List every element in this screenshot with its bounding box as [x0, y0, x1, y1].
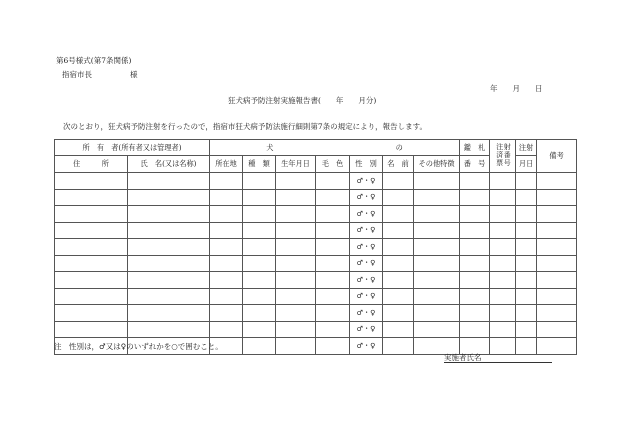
addressee-suffix: 様 [130, 70, 138, 79]
sex-cell[interactable]: ♂・♀ [350, 206, 383, 223]
table-cell[interactable] [243, 288, 276, 305]
report-title: 狂犬病予防注射実施報告書( 年 月分) [228, 96, 377, 105]
table-cell[interactable] [414, 272, 460, 289]
table-cell[interactable] [414, 338, 460, 355]
table-cell[interactable] [383, 206, 414, 223]
injection-date-subheader: 月日 [516, 156, 537, 173]
table-cell[interactable] [414, 321, 460, 338]
table-cell[interactable] [210, 189, 243, 206]
table-cell[interactable] [276, 173, 316, 190]
table-cell[interactable] [210, 321, 243, 338]
table-row [55, 173, 577, 190]
table-cell[interactable] [243, 321, 276, 338]
intro-text: 次のとおり，狂犬病予防注射を行ったので，指宿市狂犬病予防法施行細則第7条の規定により，報告します。 [63, 122, 428, 131]
table-cell[interactable] [243, 173, 276, 190]
sex-cell[interactable]: ♂・♀ [350, 239, 383, 256]
table-cell[interactable] [55, 321, 128, 338]
table-cell[interactable] [516, 239, 537, 256]
table-cell[interactable] [276, 222, 316, 239]
table-cell[interactable] [460, 206, 490, 223]
table-cell[interactable] [55, 255, 128, 272]
table-cell[interactable] [316, 288, 350, 305]
table-cell[interactable] [490, 338, 516, 355]
table-cell[interactable] [490, 305, 516, 322]
table-cell[interactable] [276, 255, 316, 272]
table-cell[interactable] [537, 239, 577, 256]
table-cell[interactable] [128, 239, 210, 256]
table-row [55, 272, 577, 289]
table-cell[interactable] [490, 222, 516, 239]
form-number: 第6号様式(第7条関係) [56, 56, 132, 65]
table-cell[interactable] [55, 173, 128, 190]
table-cell[interactable] [128, 272, 210, 289]
table-cell[interactable] [243, 206, 276, 223]
table-cell[interactable] [210, 173, 243, 190]
table-cell[interactable] [243, 305, 276, 322]
injection-tag-sublabel: 射番号 [503, 143, 512, 167]
table-cell[interactable] [210, 255, 243, 272]
table-cell[interactable] [243, 222, 276, 239]
table-cell[interactable] [276, 321, 316, 338]
table-cell[interactable] [537, 255, 577, 272]
table-cell[interactable] [537, 338, 577, 355]
table-cell[interactable] [537, 272, 577, 289]
table-cell[interactable] [460, 288, 490, 305]
table-cell[interactable] [55, 206, 128, 223]
sex-cell[interactable]: ♂・♀ [350, 338, 383, 355]
table-cell[interactable] [243, 189, 276, 206]
col-address: 住 所 [55, 156, 128, 173]
table-cell[interactable] [414, 255, 460, 272]
table-cell[interactable] [128, 206, 210, 223]
table-cell[interactable] [383, 338, 414, 355]
table-cell[interactable] [383, 189, 414, 206]
table-cell[interactable] [537, 206, 577, 223]
table-cell[interactable] [516, 255, 537, 272]
sex-cell[interactable]: ♂・♀ [350, 321, 383, 338]
table-cell[interactable] [383, 255, 414, 272]
table-cell[interactable] [55, 239, 128, 256]
signature-label: 実施者氏名 [444, 353, 482, 362]
table-cell[interactable] [414, 206, 460, 223]
table-cell[interactable] [128, 288, 210, 305]
table-cell[interactable] [460, 338, 490, 355]
table-cell[interactable] [414, 239, 460, 256]
col-sex: 性 別 [350, 156, 383, 173]
table-cell[interactable] [537, 222, 577, 239]
table-cell[interactable] [55, 222, 128, 239]
table-cell[interactable] [316, 272, 350, 289]
table-cell[interactable] [316, 255, 350, 272]
table-cell[interactable] [537, 173, 577, 190]
sex-cell[interactable]: ♂・♀ [350, 272, 383, 289]
table-cell[interactable] [537, 189, 577, 206]
table-cell[interactable] [276, 239, 316, 256]
table-row [55, 239, 577, 256]
table-cell[interactable] [516, 222, 537, 239]
table-cell[interactable] [276, 189, 316, 206]
table-cell[interactable] [460, 239, 490, 256]
table-cell[interactable] [210, 222, 243, 239]
report-table [54, 139, 577, 355]
col-name: 氏 名(又は名称) [128, 156, 210, 173]
table-cell[interactable] [316, 338, 350, 355]
table-cell[interactable] [516, 173, 537, 190]
table-cell[interactable] [414, 288, 460, 305]
table-cell[interactable] [414, 189, 460, 206]
table-cell[interactable] [516, 206, 537, 223]
table-cell[interactable] [210, 305, 243, 322]
owner-group-header: 所 有 者(所有者又は管理者) [55, 140, 210, 156]
table-cell[interactable] [490, 173, 516, 190]
table-cell[interactable] [243, 239, 276, 256]
table-row [55, 206, 577, 223]
table-cell[interactable] [128, 189, 210, 206]
table-cell[interactable] [383, 272, 414, 289]
table-cell[interactable] [210, 239, 243, 256]
table-cell[interactable] [516, 338, 537, 355]
table-cell[interactable] [490, 206, 516, 223]
table-cell[interactable] [316, 206, 350, 223]
table-cell[interactable] [316, 239, 350, 256]
table-cell[interactable] [316, 222, 350, 239]
table-row [55, 288, 577, 305]
col-color: 毛 色 [316, 156, 350, 173]
tag-header: 鑑 札 [460, 140, 490, 156]
table-cell[interactable] [516, 305, 537, 322]
table-cell[interactable] [276, 288, 316, 305]
injection-tag-header [490, 140, 516, 173]
table-row [55, 305, 577, 322]
table-cell[interactable] [414, 305, 460, 322]
table-row [55, 255, 577, 272]
table-cell[interactable] [516, 189, 537, 206]
table-cell[interactable] [316, 305, 350, 322]
table-cell[interactable] [243, 272, 276, 289]
sex-note: 注 性別は，♂又は♀のいずれかを○で囲むこと。 [54, 342, 223, 351]
table-cell[interactable] [128, 222, 210, 239]
table-cell[interactable] [490, 272, 516, 289]
table-cell[interactable] [243, 255, 276, 272]
table-cell[interactable] [128, 173, 210, 190]
sex-cell[interactable]: ♂・♀ [350, 288, 383, 305]
table-cell[interactable] [276, 305, 316, 322]
table-cell[interactable] [243, 338, 276, 355]
sex-cell[interactable]: ♂・♀ [350, 173, 383, 190]
table-cell[interactable] [490, 239, 516, 256]
table-cell[interactable] [316, 173, 350, 190]
table-cell[interactable] [55, 305, 128, 322]
injection-date-header: 注射 [516, 140, 537, 156]
table-cell[interactable] [460, 173, 490, 190]
table-cell[interactable] [276, 338, 316, 355]
table-cell[interactable] [537, 288, 577, 305]
col-breed: 種 類 [243, 156, 276, 173]
table-cell[interactable] [210, 288, 243, 305]
table-cell[interactable] [383, 173, 414, 190]
table-cell[interactable] [383, 239, 414, 256]
table-cell[interactable] [537, 321, 577, 338]
table-row [55, 189, 577, 206]
table-cell[interactable] [210, 206, 243, 223]
table-cell[interactable] [383, 288, 414, 305]
dog-group-header: 犬 の [210, 140, 460, 156]
table-cell[interactable] [460, 189, 490, 206]
signature-line[interactable] [444, 362, 552, 363]
table-cell[interactable] [55, 272, 128, 289]
table-cell[interactable] [490, 288, 516, 305]
sex-cell[interactable]: ♂・♀ [350, 305, 383, 322]
table-cell[interactable] [128, 255, 210, 272]
injection-tag-label: 注済票 [495, 143, 504, 167]
table-cell[interactable] [55, 288, 128, 305]
table-body [55, 173, 577, 355]
table-cell[interactable] [460, 272, 490, 289]
table-cell[interactable] [316, 189, 350, 206]
table-cell[interactable] [490, 255, 516, 272]
table-cell[interactable] [460, 321, 490, 338]
table-cell[interactable] [516, 288, 537, 305]
table-cell[interactable] [490, 189, 516, 206]
table-cell[interactable] [276, 206, 316, 223]
table-cell[interactable] [383, 222, 414, 239]
date-line: 年 月 日 [490, 84, 543, 93]
table-cell[interactable] [490, 321, 516, 338]
table-cell[interactable] [276, 272, 316, 289]
table-cell[interactable] [210, 272, 243, 289]
table-cell[interactable] [55, 189, 128, 206]
col-birthdate: 生年月日 [276, 156, 316, 173]
table-cell[interactable] [414, 173, 460, 190]
tag-number-subheader: 番 号 [460, 156, 490, 173]
table-row [55, 222, 577, 239]
table-cell[interactable] [516, 272, 537, 289]
col-features: その他特徴 [414, 156, 460, 173]
sex-cell[interactable]: ♂・♀ [350, 255, 383, 272]
addressee: 指宿市長 [62, 70, 92, 79]
sex-cell[interactable]: ♂・♀ [350, 222, 383, 239]
col-dog-name: 名 前 [383, 156, 414, 173]
table-cell[interactable] [516, 321, 537, 338]
sex-cell[interactable]: ♂・♀ [350, 189, 383, 206]
col-location: 所在地 [210, 156, 243, 173]
table-cell[interactable] [460, 222, 490, 239]
remarks-header: 備考 [537, 140, 577, 173]
table-cell[interactable] [460, 305, 490, 322]
table-cell[interactable] [128, 321, 210, 338]
table-cell[interactable] [128, 305, 210, 322]
table-cell[interactable] [383, 305, 414, 322]
table-row [55, 321, 577, 338]
table-cell[interactable] [383, 321, 414, 338]
table-cell[interactable] [537, 305, 577, 322]
table-cell[interactable] [414, 222, 460, 239]
table-cell[interactable] [316, 321, 350, 338]
table-cell[interactable] [460, 255, 490, 272]
